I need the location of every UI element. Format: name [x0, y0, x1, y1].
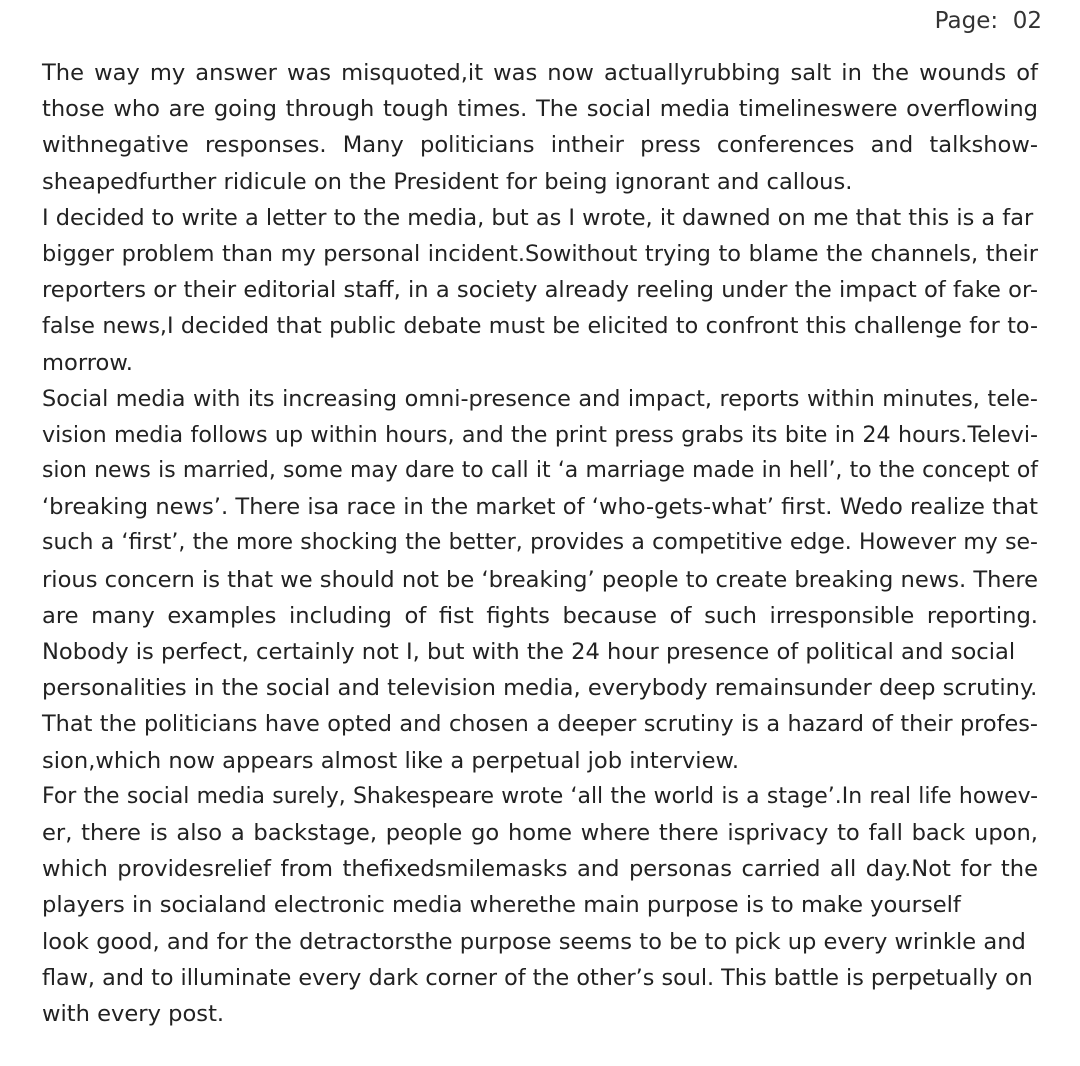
text-line: withnegative responses. Many politicians intheir press conferences and talkshow- — [42, 132, 1038, 159]
text-line: reporters or their editorial staff, in a society already reeling under the impact of fake or- — [42, 277, 1038, 304]
text-line: flaw, and to illuminate every dark corner of the other’s soul. This battle is perpetually on — [42, 964, 1033, 991]
text-line: I decided to write a letter to the media, but as I wrote, it dawned on me that this is a far — [42, 204, 1034, 231]
text-line: players in socialand electronic media wherethe main purpose is to make yourself — [42, 892, 961, 919]
text-line: look good, and for the detractorsthe purpose seems to be to pick up every wrinkle and — [42, 928, 1026, 955]
text-line: sion news is married, some may dare to call it ‘a marriage made in hell’, to the concept of — [42, 458, 1038, 484]
text-line: That the politicians have opted and chosen a deeper scrutiny is a hazard of their profes- — [42, 711, 1038, 738]
text-line: bigger problem than my personal incident.Sowithout trying to blame the channels, their — [42, 240, 1038, 267]
text-line: such a ‘first’, the more shocking the better, provides a competitive edge. However my se- — [42, 530, 1038, 556]
text-line: sheapedfurther ridicule on the President for being ignorant and callous. — [42, 168, 853, 195]
text-line: er, there is also a backstage, people go home where there isprivacy to fall back upon, — [42, 819, 1038, 846]
text-line: are many examples including of fist fights because of such irresponsible reporting. — [42, 602, 1038, 629]
text-line: vision media follows up within hours, and the print press grabs its bite in 24 hours.Televi- — [42, 421, 1038, 448]
text-line: morrow. — [42, 349, 133, 376]
text-line: Social media with its increasing omni-presence and impact, reports within minutes, tele- — [42, 385, 1038, 412]
page-number: Page: 02 — [934, 8, 1042, 34]
text-line: with every post. — [42, 1000, 225, 1027]
text-line: which providesrelief from thefixedsmilemasks and personas carried all day.Not for the — [42, 856, 1038, 883]
text-line: ‘breaking news’. There isa race in the market of ‘who-gets-what’ first. Wedo realize that — [42, 494, 1038, 521]
document-body — [42, 55, 1038, 1032]
text-line: For the social media surely, Shakespeare wrote ‘all the world is a stage’.In real life howev- — [42, 783, 1038, 809]
text-line: personalities in the social and television media, everybody remainsunder deep scrutiny. — [42, 675, 1038, 702]
text-line: The way my answer was misquoted,it was now actuallyrubbing salt in the wounds of — [42, 60, 1038, 86]
text-line: rious concern is that we should not be ‘breaking’ people to create breaking news. There — [42, 566, 1039, 593]
text-line: false news,I decided that public debate must be elicited to confront this challenge for to- — [42, 313, 1038, 340]
text-line: those who are going through tough times. The social media timelineswere overflowing — [42, 96, 1038, 123]
text-line: Nobody is perfect, certainly not I, but with the 24 hour presence of political and social — [42, 639, 1016, 665]
text-line: sion,which now appears almost like a perpetual job interview. — [42, 747, 740, 774]
